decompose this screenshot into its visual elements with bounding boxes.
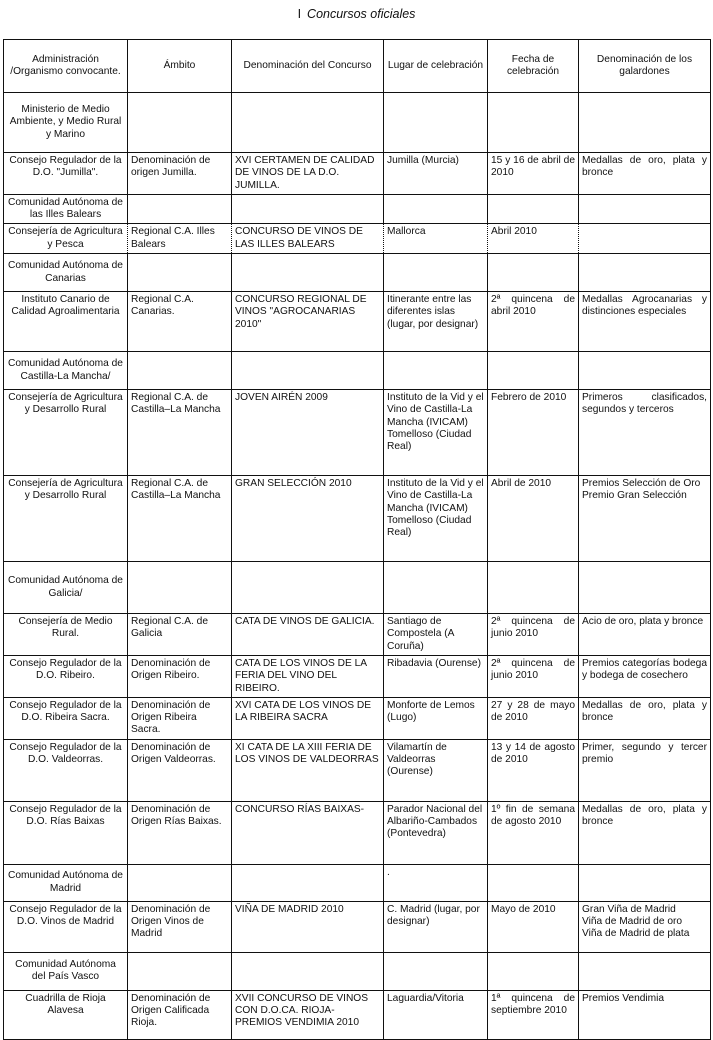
table-cell: Denominación de Origen Valdeorras. (128, 739, 232, 801)
table-cell (488, 864, 579, 901)
table-cell: Itinerante entre las diferentes islas (lugar, por designar) (384, 292, 488, 352)
table-cell: 2ª quincena de abril 2010 (488, 292, 579, 352)
table-cell: Medallas de oro, plata y bronce (579, 153, 711, 195)
table-cell: Comunidad Autónoma de las Illes Balears (4, 194, 128, 224)
table-cell (128, 352, 232, 390)
table-cell (488, 194, 579, 224)
table-cell (488, 352, 579, 390)
table-cell: Ministerio de Medio Ambiente, y Medio Rural y Marino (4, 93, 128, 153)
table-cell: Denominación de origen Jumilla. (128, 153, 232, 195)
table-cell (232, 562, 384, 614)
table-cell (384, 194, 488, 224)
table-cell: Regional C.A. de Galicia (128, 614, 232, 656)
header-fecha: Fecha de celebración (488, 40, 579, 93)
table-cell: Premios categorías bodega y bodega de cosechero (579, 655, 711, 697)
table-cell: Comunidad Autónoma de Madrid (4, 864, 128, 901)
table-cell: CONCURSO RÍAS BAIXAS- (232, 801, 384, 864)
group-row (4, 352, 711, 390)
table-cell: Regional C.A. de Castilla–La Mancha (128, 390, 232, 476)
table-cell (579, 864, 711, 901)
table-cell: Laguardia/Vitoria (384, 990, 488, 1039)
table-cell: Instituto de la Vid y el Vino de Castilla-La Mancha (IVICAM) Tomelloso (Ciudad Real) (384, 476, 488, 562)
header-ambito: Ámbito (128, 40, 232, 93)
table-cell: Comunidad Autónoma de Canarias (4, 254, 128, 292)
table-cell: 27 y 28 de mayo de 2010 (488, 697, 579, 739)
table-cell: Consejo Regulador de la D.O. "Jumilla". (4, 153, 128, 195)
table-cell: CONCURSO DE VINOS DE LAS ILLES BALEARS (232, 224, 384, 254)
table-cell: Consejería de Agricultura y Pesca (4, 224, 128, 254)
table-cell (488, 254, 579, 292)
table-row (4, 292, 711, 352)
header-galardones: Denominación de los galardones (579, 40, 711, 93)
table-row (4, 614, 711, 656)
table-cell: 15 y 16 de abril de 2010 (488, 153, 579, 195)
table-cell: Regional C.A. de Castilla–La Mancha (128, 476, 232, 562)
table-cell: Regional C.A. Illes Balears (128, 224, 232, 254)
table-cell: Comunidad Autónoma del País Vasco (4, 952, 128, 990)
table-cell: Febrero de 2010 (488, 390, 579, 476)
table-cell: 13 y 14 de agosto de 2010 (488, 739, 579, 801)
table-cell: 2ª quincena de junio 2010 (488, 655, 579, 697)
table-cell: C. Madrid (lugar, por designar) (384, 901, 488, 952)
group-row (4, 93, 711, 153)
table-cell (488, 93, 579, 153)
table-row (4, 153, 711, 195)
table-cell (232, 952, 384, 990)
table-cell (579, 562, 711, 614)
table-cell: Instituto de la Vid y el Vino de Castilla-La Mancha (IVICAM) Tomelloso (Ciudad Real) (384, 390, 488, 476)
table-cell (232, 194, 384, 224)
table-cell (384, 254, 488, 292)
table-row (4, 476, 711, 562)
group-row (4, 254, 711, 292)
table-cell: Denominación de Origen Ribeira Sacra. (128, 697, 232, 739)
table-cell: CONCURSO REGIONAL DE VINOS "AGROCANARIAS 2010" (232, 292, 384, 352)
table-cell (232, 864, 384, 901)
table-cell: Regional C.A. Canarias. (128, 292, 232, 352)
table-cell: XI CATA DE LA XIII FERIA DE LOS VINOS DE VALDEORRAS (232, 739, 384, 801)
header-lugar: Lugar de celebración (384, 40, 488, 93)
table-cell (579, 194, 711, 224)
table-cell: Medallas de oro, plata y bronce (579, 801, 711, 864)
table-cell (579, 93, 711, 153)
table-cell (579, 224, 711, 254)
table-cell: Primeros clasificados, segundos y terceros (579, 390, 711, 476)
table-cell (128, 562, 232, 614)
table-cell: Medallas de oro, plata y bronce (579, 697, 711, 739)
table-cell (128, 93, 232, 153)
group-row (4, 952, 711, 990)
table-cell: Ribadavia (Ourense) (384, 655, 488, 697)
header-organismo: Administración /Organismo convocante. (4, 40, 128, 93)
table-row (4, 901, 711, 952)
header-denominacion: Denominación del Concurso (232, 40, 384, 93)
group-row (4, 864, 711, 901)
table-cell: Consejo Regulador de la D.O. Ribeiro. (4, 655, 128, 697)
table-cell: Consejo Regulador de la D.O. Valdeorras. (4, 739, 128, 801)
table-cell: Santiago de Compostela (A Coruña) (384, 614, 488, 656)
table-cell: Denominación de Origen Calificada Rioja. (128, 990, 232, 1039)
table-row (4, 655, 711, 697)
table-cell: CATA DE LOS VINOS DE LA FERIA DEL VINO DEL RIBEIRO. (232, 655, 384, 697)
table-cell (128, 952, 232, 990)
table-cell (384, 93, 488, 153)
group-row (4, 194, 711, 224)
table-cell: Instituto Canario de Calidad Agroalimentaria (4, 292, 128, 352)
table-cell: Denominación de Origen Rías Baixas. (128, 801, 232, 864)
table-cell (232, 352, 384, 390)
table-cell: Premios Selección de Oro Premio Gran Selección (579, 476, 711, 562)
table-cell: GRAN SELECCIÓN 2010 (232, 476, 384, 562)
table-cell (128, 864, 232, 901)
table-cell: Acio de oro, plata y bronce (579, 614, 711, 656)
table-cell (488, 562, 579, 614)
table-cell: Premios Vendimia (579, 990, 711, 1039)
table-cell: XVII CONCURSO DE VINOS CON D.O.CA. RIOJA-PREMIOS VENDIMIA 2010 (232, 990, 384, 1039)
table-cell: XVI CERTAMEN DE CALIDAD DE VINOS DE LA D.O. JUMILLA. (232, 153, 384, 195)
table-cell: Denominación de Origen Vinos de Madrid (128, 901, 232, 952)
table-cell: Mayo de 2010 (488, 901, 579, 952)
group-row (4, 562, 711, 614)
table-cell: XVI CATA DE LOS VINOS DE LA RIBEIRA SACRA (232, 697, 384, 739)
table-cell: Denominación de Origen Ribeiro. (128, 655, 232, 697)
table-cell: . (384, 864, 488, 901)
table-cell (384, 952, 488, 990)
table-row (4, 697, 711, 739)
table-row (4, 801, 711, 864)
table-cell (384, 562, 488, 614)
table-cell: Comunidad Autónoma de Castilla-La Mancha/ (4, 352, 128, 390)
table-cell (488, 952, 579, 990)
table-cell (128, 194, 232, 224)
section-marker: I (297, 7, 302, 21)
title-text: Concursos oficiales (307, 7, 416, 21)
table-cell: Gran Viña de Madrid Viña de Madrid de oro Viña de Madrid de plata (579, 901, 711, 952)
page-title (0, 7, 713, 21)
table-cell: Abril de 2010 (488, 476, 579, 562)
table-cell (128, 254, 232, 292)
table-cell (579, 952, 711, 990)
table-cell: JOVEN AIRÉN 2009 (232, 390, 384, 476)
table-cell: Cuadrilla de Rioja Alavesa (4, 990, 128, 1039)
table-cell: Consejo Regulador de la D.O. Ribeira Sacra. (4, 697, 128, 739)
table-cell: Consejo Regulador de la D.O. Rías Baixas (4, 801, 128, 864)
table-cell (232, 93, 384, 153)
contests-table (3, 39, 711, 1040)
table-cell: Consejería de Medio Rural. (4, 614, 128, 656)
table-row (4, 739, 711, 801)
table-row (4, 224, 711, 254)
table-cell: Abril 2010 (488, 224, 579, 254)
table-cell: Parador Nacional del Albariño-Cambados (Pontevedra) (384, 801, 488, 864)
table-cell: Consejería de Agricultura y Desarrollo Rural (4, 390, 128, 476)
table-body (4, 93, 711, 1040)
table-cell (384, 352, 488, 390)
table-cell: 1º fin de semana de agosto 2010 (488, 801, 579, 864)
table-cell: Medallas Agrocanarias y distinciones especiales (579, 292, 711, 352)
table-cell: Comunidad Autónoma de Galicia/ (4, 562, 128, 614)
table-cell: Primer, segundo y tercer premio (579, 739, 711, 801)
table-cell: Consejo Regulador de la D.O. Vinos de Madrid (4, 901, 128, 952)
table-row (4, 390, 711, 476)
table-row (4, 990, 711, 1039)
table-cell: Monforte de Lemos (Lugo) (384, 697, 488, 739)
table-cell (232, 254, 384, 292)
table-cell: Mallorca (384, 224, 488, 254)
table-cell: 1ª quincena de septiembre 2010 (488, 990, 579, 1039)
table-header-row (4, 40, 711, 93)
table-cell: Vilamartín de Valdeorras (Ourense) (384, 739, 488, 801)
table-cell: 2ª quincena de junio 2010 (488, 614, 579, 656)
table-cell: CATA DE VINOS DE GALICIA. (232, 614, 384, 656)
table-cell: VIÑA DE MADRID 2010 (232, 901, 384, 952)
table-cell: Jumilla (Murcia) (384, 153, 488, 195)
table-cell (579, 352, 711, 390)
table-cell: Consejería de Agricultura y Desarrollo Rural (4, 476, 128, 562)
table-cell (579, 254, 711, 292)
